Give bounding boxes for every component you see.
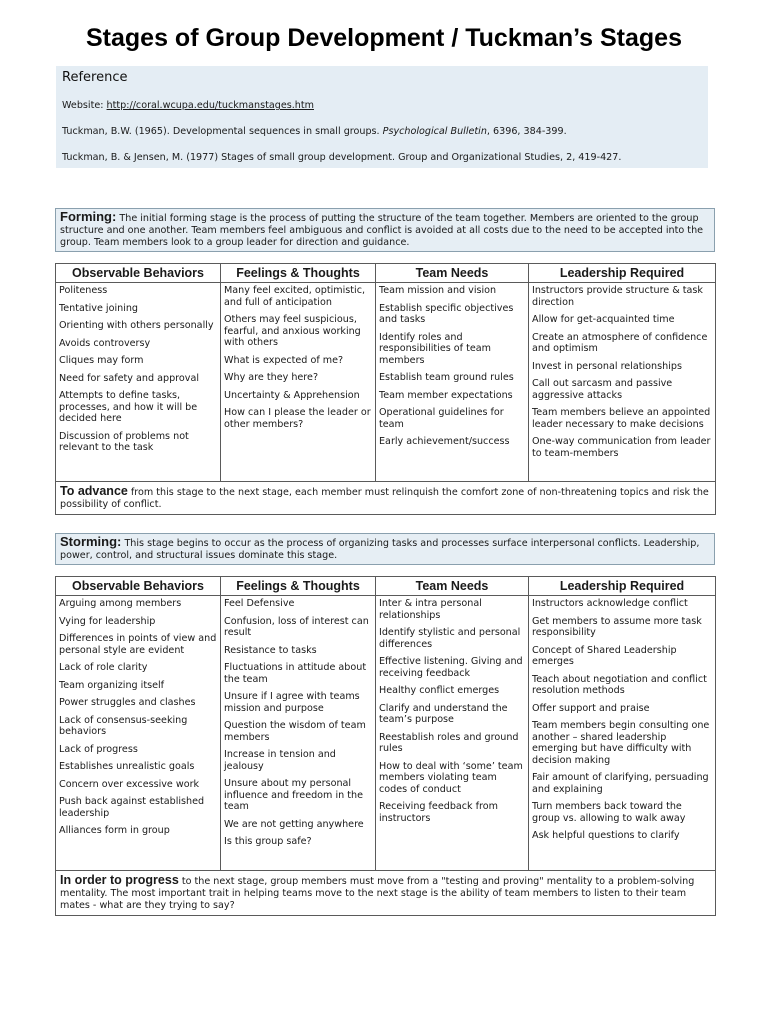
list-item: Unsure about my personal influence and freedom in the team (224, 778, 363, 812)
list-item: Early achievement/success (379, 436, 510, 447)
storming-footer: In order to progress to the next stage, group members must move from a "testing and proving" mentality to a problem-solving mentality. The most important trait in helping teams move to the next stage is the ability of team members to listen to their team mates - what are they trying to say? (60, 873, 695, 911)
list-item: Offer support and praise (532, 702, 650, 714)
storming-footer-label: In order to progress (60, 873, 179, 887)
forming-table (55, 263, 716, 515)
list-item: Need for safety and approval (59, 372, 199, 384)
header-feelings-thoughts: Feelings & Thoughts (221, 264, 376, 282)
forming-table-body (56, 283, 715, 482)
list-item: Increase in tension and jealousy (224, 749, 336, 772)
forming-footer: To advance from this stage to the next stage, each member must relinquish the comfort zone of non-threatening topics and risk the possibility of conflict. (60, 484, 709, 510)
list-item: Allow for get-acquainted time (532, 314, 675, 325)
storming-leadership-column (529, 596, 715, 870)
list-item: Fluctuations in attitude about the team (224, 662, 367, 685)
header-observable-behaviors: Observable Behaviors (56, 577, 221, 595)
header-observable-behaviors: Observable Behaviors (56, 264, 221, 282)
list-item: Receiving feedback from instructors (379, 801, 498, 824)
list-item: Healthy conflict emerges (379, 685, 500, 696)
header-leadership-required: Leadership Required (559, 266, 685, 280)
storming-feelings-column (221, 596, 376, 870)
list-item: Team members believe an appointed leader necessary to make decisions (532, 407, 711, 430)
reference-website: Website: http://coral.wcupa.edu/tuckmanstages.htm (62, 100, 314, 111)
list-item: Establish team ground rules (379, 372, 514, 383)
list-item: Power struggles and clashes (59, 697, 196, 708)
list-item: How to deal with ‘some’ team members violating team codes of conduct (379, 760, 523, 795)
reference-box (56, 66, 708, 168)
page-title: Stages of Group Development / Tuckman’s Stages (86, 24, 682, 52)
list-item: Establishes unrealistic goals (59, 761, 195, 772)
list-item: Create an atmosphere of confidence and optimism (532, 331, 708, 354)
list-item: Concept of Shared Leadership emerges (532, 644, 677, 667)
list-item: Alliances form in group (59, 825, 170, 836)
list-item: Invest in personal relationships (532, 360, 682, 372)
list-item: Vying for leadership (59, 615, 156, 627)
list-item: Instructors provide structure & task direction (532, 285, 703, 308)
forming-leadership-column (529, 283, 715, 481)
header-team-needs: Team Needs (376, 577, 529, 595)
list-item: Teach about negotiation and conflict resolution methods (532, 673, 707, 696)
list-item: Push back against established leadership (59, 796, 205, 819)
list-item: Lack of role clarity (59, 662, 148, 673)
forming-table-header (56, 264, 715, 283)
list-item: Lack of progress (59, 743, 138, 755)
list-item: Resistance to tasks (224, 644, 317, 656)
list-item: Why are they here? (224, 372, 319, 383)
list-item: Identify stylistic and personal differences (379, 627, 521, 650)
storming-table (55, 576, 716, 916)
list-item: Operational guidelines for team (379, 407, 504, 430)
forming-feelings-column (221, 283, 376, 481)
list-item: Clarify and understand the team’s purpose (379, 702, 508, 725)
list-item: Call out sarcasm and passive aggressive attacks (532, 378, 673, 401)
list-item: What is expected of me? (224, 354, 344, 366)
list-item: Inter & intra personal relationships (379, 598, 482, 621)
list-item: Turn members back toward the group vs. allowing to walk away (532, 801, 686, 824)
list-item: Feel Defensive (224, 598, 295, 609)
list-item: Question the wisdom of team members (224, 720, 366, 743)
header-team-needs: Team Needs (376, 264, 529, 282)
list-item: Team mission and vision (379, 285, 497, 296)
reference-heading: Reference (62, 70, 128, 85)
list-item: Ask helpful questions to clarify (532, 830, 680, 841)
forming-footer-label: To advance (60, 484, 128, 498)
list-item: Get members to assume more task responsibility (532, 615, 702, 638)
header-feelings-thoughts: Feelings & Thoughts (221, 577, 376, 595)
list-item: Instructors acknowledge conflict (532, 598, 688, 609)
storming-needs-column (376, 596, 529, 870)
list-item: Team organizing itself (59, 679, 165, 691)
website-link[interactable]: http://coral.wcupa.edu/tuckmanstages.htm (106, 100, 314, 111)
list-item: Effective listening. Giving and receiving feedback (379, 656, 523, 679)
storming-table-header (56, 577, 715, 596)
list-item: One-way communication from leader to team-members (532, 436, 711, 459)
list-item: Uncertainty & Apprehension (224, 389, 360, 401)
list-item: Unsure if I agree with teams mission and purpose (224, 691, 360, 714)
header-leadership-required: Leadership Required (559, 579, 685, 593)
list-item: Reestablish roles and ground rules (379, 731, 519, 754)
list-item: Lack of consensus-seeking behaviors (59, 714, 188, 737)
list-item: We are not getting anywhere (224, 818, 364, 830)
forming-description: Forming: The initial forming stage is the process of putting the structure of the team together. Members are oriented to the group structure and one another. Team members feel ambiguous and conflict is avoided at all costs due to the need to be accepted into the group. Team members look to a group leader for direction and guidance. (55, 208, 715, 252)
list-item: Discussion of problems not relevant to the task (59, 430, 189, 453)
list-item: Is this group safe? (224, 836, 312, 847)
reference-citation-2: Tuckman, B. & Jensen, M. (1977) Stages of small group development. Group and Organizational Studies, 2, 419-427. (62, 152, 622, 163)
list-item: Arguing among members (59, 598, 182, 609)
storming-behaviors-column (56, 596, 221, 870)
list-item: Confusion, loss of interest can result (224, 615, 369, 638)
list-item: Orienting with others personally (59, 320, 214, 331)
list-item: Team members begin consulting one another – shared leadership emerging but have difficulty with decision making (532, 720, 710, 766)
list-item: Fair amount of clarifying, persuading and explaining (532, 772, 709, 795)
forming-behaviors-column (56, 283, 221, 481)
list-item: Team member expectations (379, 389, 513, 401)
list-item: Differences in points of view and personal style are evident (59, 633, 217, 656)
list-item: Attempts to define tasks, processes, and how it will be decided here (59, 390, 198, 424)
list-item: Avoids controversy (59, 337, 151, 349)
list-item: Establish specific objectives and tasks (379, 302, 514, 325)
forming-label: Forming: (60, 209, 117, 224)
reference-citation-1: Tuckman, B.W. (1965). Developmental sequences in small groups. Psychological Bulletin, 6396, 384-399. (62, 126, 567, 137)
list-item: Politeness (59, 285, 108, 296)
storming-description: Storming: This stage begins to occur as the process of organizing tasks and processes surface interpersonal conflicts. Leadership, power, control, and structural issues dominate this stage. (55, 533, 715, 565)
forming-needs-column (376, 283, 529, 481)
list-item: Others may feel suspicious, fearful, and anxious working with others (224, 314, 361, 348)
list-item: Cliques may form (59, 355, 144, 366)
list-item: Identify roles and responsibilities of team members (379, 331, 491, 366)
list-item: Tentative joining (59, 302, 139, 314)
list-item: How can I please the leader or other members? (224, 407, 371, 430)
list-item: Concern over excessive work (59, 778, 200, 790)
storming-table-body (56, 596, 715, 871)
storming-label: Storming: (60, 534, 122, 549)
list-item: Many feel excited, optimistic, and full of anticipation (224, 285, 366, 308)
